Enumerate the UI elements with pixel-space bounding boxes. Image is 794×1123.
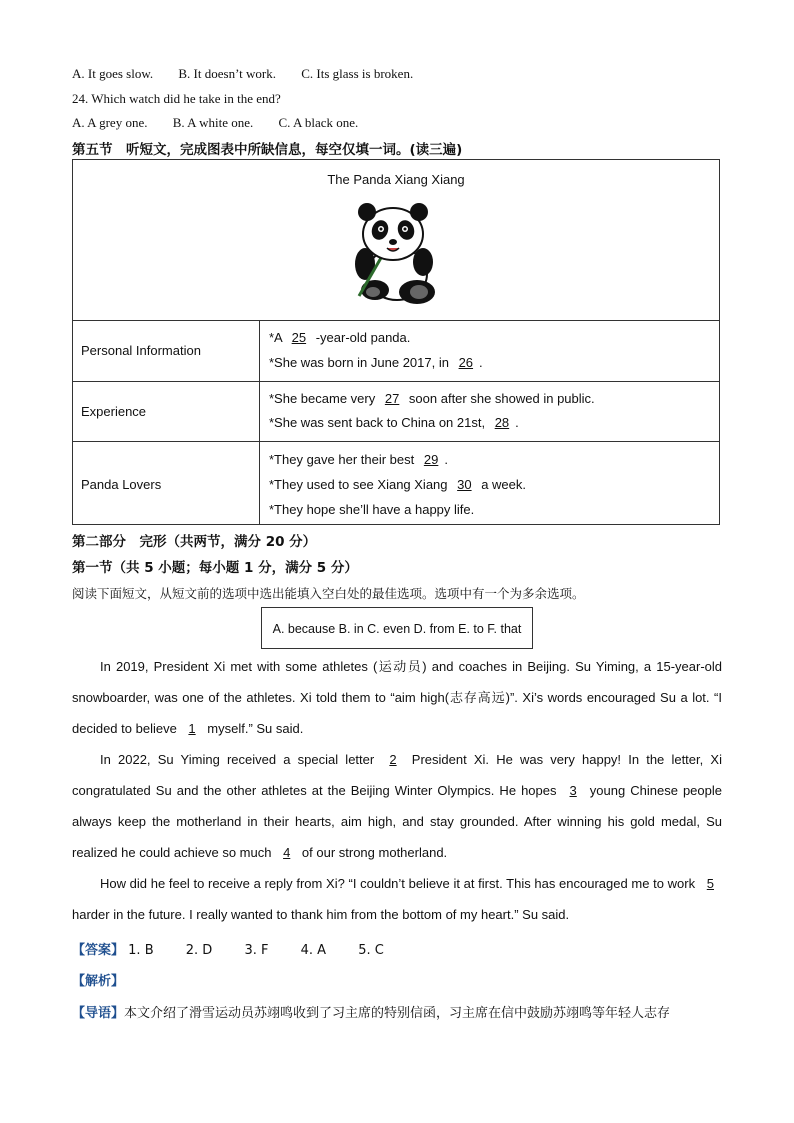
answer-item: 3. F (244, 943, 269, 958)
panda-illustration-icon (345, 200, 445, 306)
passage (72, 651, 722, 930)
answer-item: 1. B (128, 943, 154, 958)
answer-item: 2. D (185, 943, 213, 958)
row-label: Personal Information (81, 343, 201, 358)
blank-29[interactable]: 29 (423, 452, 439, 467)
panda-table-title: The Panda Xiang Xiang (327, 172, 465, 187)
q24-option-c: C. A black one. (278, 115, 359, 130)
blank-25[interactable]: 25 (291, 330, 307, 345)
passage-paragraph-2: In 2022, Su Yiming received a special letter 2 President Xi. He was very happy! In the letter, Xi congratulated Su and the other athletes at the Beijing Winter Olympics. He hopes 3 young Chinese people always keep the motherland in their hearts, aim high, and stay grounded. After winning his gold medal, Su realized he could achieve so much 4 of our strong motherland. (72, 752, 722, 860)
analysis-tag: 【解析】 (72, 974, 125, 989)
passage-paragraph-1: In 2019, President Xi met with some athletes (运动员) and coaches in Beijing. Su Yiming, a 15-year-old snowboarder, was one of the athletes. Xi told them to “aim high(志存高远)”. Xi’s words encouraged Su a lot. “I decided to believe 1 myself.” Su said. (72, 659, 722, 736)
blank-5[interactable]: 5 (706, 876, 714, 891)
q23-option-c: C. Its glass is broken. (301, 66, 414, 81)
row-line: *They used to see Xiang Xiang 30 a week. (269, 477, 527, 492)
row-line: *She was born in June 2017, in 26 . (269, 355, 483, 370)
row-line: *She became very 27 soon after she showed in public. (269, 391, 595, 406)
row-line: *They hope she’ll have a happy life. (269, 502, 475, 517)
answer-tag: 【答案】 (72, 943, 125, 958)
blank-2[interactable]: 2 (389, 752, 397, 767)
blank-27[interactable]: 27 (384, 391, 400, 406)
blank-26[interactable]: 26 (458, 355, 474, 370)
row-label: Experience (81, 404, 147, 419)
q24-options (72, 115, 380, 131)
instruction: 阅读下面短文，从短文前的选项中选出能填入空白处的最佳选项。选项中有一个为多余选项。 (72, 586, 585, 601)
panda-table (72, 159, 720, 525)
blank-28[interactable]: 28 (494, 415, 510, 430)
q24-stem: 24. Which watch did he take in the end? (72, 91, 281, 106)
answer-item: 4. A (300, 943, 327, 958)
passage-paragraph-3: How did he feel to receive a reply from Xi? “I couldn’t believe it at first. This has encouraged me to work 5 harder in the future. I really wanted to thank him from the bottom of my heart.” Su said. (72, 868, 722, 930)
blank-30[interactable]: 30 (457, 477, 472, 492)
answer-item: 5. C (358, 943, 384, 958)
row-label: Panda Lovers (81, 477, 162, 492)
answer-line (72, 939, 406, 958)
guide-text: 本文介绍了滑雪运动员苏翊鸣收到了习主席的特别信函，习主席在信中鼓励苏翊鸣等年轻人志存 (124, 1006, 671, 1021)
part2-heading: 第二部分 完形（共两节，满分 20 分） (72, 534, 317, 550)
table-row-lovers (73, 441, 719, 525)
section1-heading: 第一节（共 5 小题；每小题 1 分，满分 5 分） (72, 560, 358, 576)
table-row-experience (73, 381, 719, 441)
blank-1[interactable]: 1 (188, 721, 196, 736)
q24-option-a: A. A grey one. (72, 115, 148, 130)
blank-3[interactable]: 3 (569, 783, 577, 798)
section5-heading: 第五节 听短文，完成图表中所缺信息，每空仅填一词。(读三遍) (72, 142, 463, 158)
row-line: *A 25 -year-old panda. (269, 330, 411, 345)
blank-4[interactable]: 4 (283, 845, 291, 860)
row-line: *They gave her their best 29 . (269, 452, 448, 467)
row-line: *She was sent back to China on 21st, 28 . (269, 415, 519, 430)
table-row-personal (73, 320, 719, 381)
q23-option-a: A. It goes slow. (72, 66, 154, 81)
guide-line (72, 1002, 670, 1021)
option-box: A. because B. in C. even D. from E. to F. that (261, 607, 533, 649)
q24-option-b: B. A white one. (172, 115, 254, 130)
q23-options (72, 66, 435, 82)
q23-option-b: B. It doesn’t work. (178, 66, 276, 81)
guide-tag: 【导语】 (72, 1006, 125, 1021)
